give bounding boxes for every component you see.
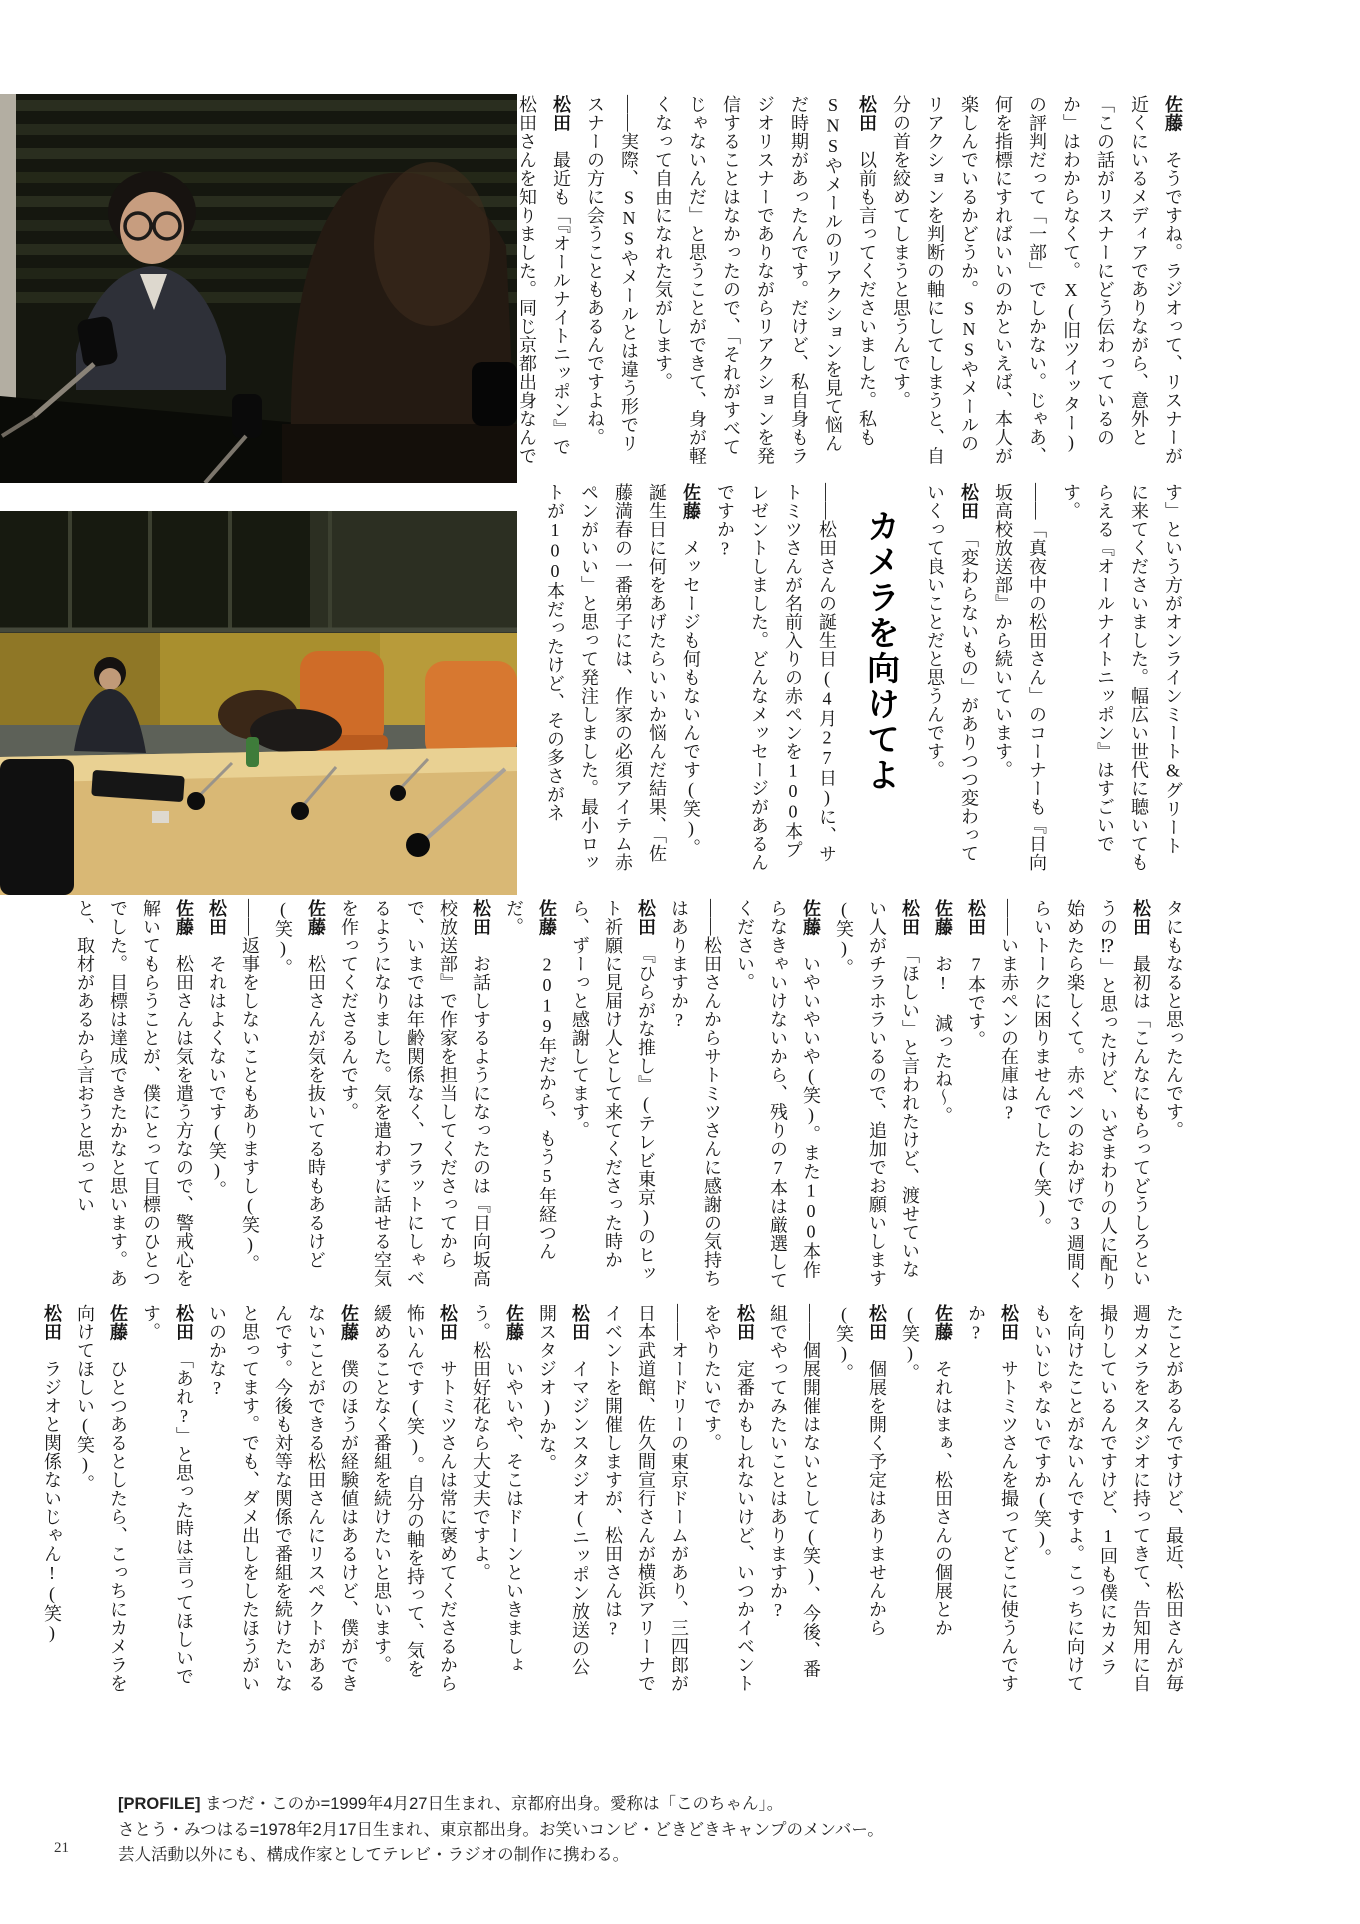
dialogue-paragraph <box>538 483 708 872</box>
speaker-name: 松田 <box>207 899 227 936</box>
dialogue-text: 以前も言ってくださいました。私もSNSやメールのリアクションを見て悩んだ時期があったんです。だけど、私自身もラジオリスナーでありながらリアクションを発信することはなかったので、「それがすべてじゃないんだ」と思うことができて、身が軽くなって自由になれた気がします。 <box>653 95 877 465</box>
dialogue-paragraph <box>761 1304 827 1694</box>
dialogue-text: 『ひらがな推し』(テレビ東京)のヒット祈願に見届け人として来てくださった時から、ずーっと感謝してます。 <box>570 899 656 1283</box>
dialogue-paragraph <box>1157 899 1190 1291</box>
profile-line-2: さとう・みつはる=1978年2月17日生まれ、東京都出身。お笑いコンビ・どきどきキャンプのメンバー。 <box>118 1820 884 1839</box>
speaker-name: 松田 <box>471 899 491 936</box>
dialogue-paragraph <box>986 483 1054 872</box>
dialogue-group <box>510 95 1190 467</box>
speaker-name: 佐藤 <box>681 483 701 520</box>
speaker-name: 松田 <box>636 899 656 936</box>
speaker-name: 佐藤 <box>504 1304 524 1341</box>
white-cup <box>152 811 169 823</box>
dialogue-paragraph <box>959 899 992 1291</box>
speaker-name: 佐藤 <box>339 1304 359 1341</box>
dialogue-paragraph <box>959 1304 1025 1694</box>
dialogue-text: お! 減ったね〜。 <box>933 936 953 1125</box>
speaker-name: 佐藤 <box>933 899 953 936</box>
speaker-name: 佐藤 <box>1163 95 1183 132</box>
dialogue-paragraph <box>365 1304 464 1694</box>
dialogue-paragraph <box>200 1304 365 1694</box>
speaker-name: 佐藤 <box>537 899 557 936</box>
dialogue-text: サトミツさんを撮ってどこに使うんですか? <box>966 1304 1019 1693</box>
dialogue-text: 僕のほうが経験値はあるけど、僕ができないことができる松田さんにリスペクトがあるんです。今後も対等な関係で番組を続けたいなと思ってます。でも、ダメ出しをしたほうがいいのかな? <box>207 1304 359 1693</box>
article-band-3 <box>75 899 1190 1291</box>
dialogue-paragraph <box>646 95 884 467</box>
dialogue-text: ――実際、SNSやメールとは違う形でリスナーの方に会うこともあるんですよね。 <box>585 95 639 453</box>
green-bottle <box>246 737 259 767</box>
dialogue-paragraph <box>68 899 200 1291</box>
profile-block <box>118 1792 884 1869</box>
dialogue-text: タにもなると思ったんです。 <box>1164 899 1184 1140</box>
dialogue-paragraph <box>596 1304 695 1694</box>
dialogue-text: サトミツさんは常に褒めてくださるから怖いんです(笑)。自分の軸を持って、気を緩めることなく番組を続けたいと思います。 <box>372 1304 458 1693</box>
dialogue-paragraph <box>926 899 959 1291</box>
dialogue-paragraph <box>1025 1304 1190 1694</box>
dialogue-text: ひとつあるとしたら、こっちにカメラを向けてほしい(笑)。 <box>75 1304 128 1693</box>
speaker-name: 佐藤 <box>108 1304 128 1341</box>
dialogue-paragraph <box>35 1304 68 1694</box>
studio-photo-top <box>0 94 517 483</box>
speaker-name: 松田 <box>174 1304 194 1341</box>
dialogue-paragraph <box>1025 899 1157 1291</box>
dialogue-paragraph <box>893 1304 959 1694</box>
dialogue-paragraph <box>884 95 1190 467</box>
dialogue-paragraph <box>266 899 332 1291</box>
section-heading: カメラを向けてよ <box>863 509 900 793</box>
dialogue-text: いやいや、そこはドーンといきましょう。松田好花なら大丈夫ですよ。 <box>471 1304 524 1674</box>
article-band-1 <box>517 95 1190 467</box>
dialogue-text: ――返事をしないこともありますし(笑)。 <box>240 899 260 1273</box>
speaker-name: 松田 <box>1131 899 1151 936</box>
speaker-name: 佐藤 <box>801 899 821 936</box>
studio-photo-top-image <box>0 94 517 483</box>
dialogue-paragraph <box>695 1304 761 1694</box>
dialogue-paragraph <box>578 95 646 467</box>
dialogue-text: ――「真夜中の松田さん」のコーナーも『日向坂高校放送部』から続いています。 <box>993 483 1047 872</box>
dialogue-paragraph <box>992 899 1025 1291</box>
dialogue-text: それはまぁ、松田さんの個展とか(笑)。 <box>900 1304 953 1637</box>
dialogue-text: ――松田さんの誕生日(4月27日)に、サトミツさんが名前入りの赤ペンを100本プレゼントしました。どんなメッセージがあるんですか? <box>715 483 837 872</box>
dialogue-text: 2019年だから、もう5年経つんだ。 <box>504 899 557 1261</box>
dialogue-text: メッセージも何もないんです(笑)。誕生日に何をあげたらいいか悩んだ結果、「佐藤満春の一番弟子には、作家の必須アイテム赤ペンがいい」と思って発注しました。最小ロットが100本だったけど、その多さがネ <box>545 483 701 872</box>
speaker-name: 松田 <box>551 95 571 132</box>
dialogue-text: す」という方がオンラインミート&グリートに来てくださいました。幅広い世代に聴いてもらえる『オールナイトニッポン』はすごいです。 <box>1061 483 1183 872</box>
studio-photo-bottom <box>0 511 517 895</box>
speaker-name: 松田 <box>570 1304 590 1341</box>
speaker-name: 佐藤 <box>306 899 326 936</box>
page-number: 21 <box>54 1840 69 1856</box>
dialogue-paragraph <box>563 899 662 1291</box>
dialogue-text: 松田さんが気を抜いてる時もあるけど(笑)。 <box>273 899 326 1269</box>
dialogue-paragraph <box>728 899 827 1291</box>
dialogue-paragraph <box>200 899 233 1291</box>
dialogue-group <box>918 483 1190 872</box>
dialogue-text: たことがあるんですけど、最近、松田さんが毎週カメラをスタジオに持ってきて、告知用に自撮りしているんですけど、1回も僕にカメラを向けたことがないんですよ。こっちに向けてもいいじゃないですか(笑)。 <box>1032 1304 1184 1693</box>
speaker-name: 松田 <box>438 1304 458 1341</box>
speaker-name: 佐藤 <box>933 1304 953 1341</box>
dialogue-paragraph <box>1054 483 1190 872</box>
dialogue-text: そうですね。ラジオって、リスナーが近くにいるメディアでありながら、意外と「この話がリスナーにどう伝わっているのか」はわからなくて。X(旧ツイッター)の評判だって「一部」でしかない。じゃあ、何を指標にすればいいのかといえば、本人が楽しんでいるかどうか。SNSやメールのリアクションを判断の軸にしてしまうと、自分の首を絞めてしまうと思うんです。 <box>891 95 1183 465</box>
speaker-name: 松田 <box>999 1304 1019 1341</box>
dialogue-paragraph <box>918 483 986 872</box>
speaker-name: 松田 <box>900 899 920 936</box>
black-chair-back <box>0 759 74 895</box>
window-reflection <box>310 511 517 631</box>
profile-line-3: 芸人活動以外にも、構成作家としてテレビ・ラジオの制作に携わる。 <box>118 1846 630 1864</box>
dialogue-paragraph <box>332 899 497 1291</box>
dialogue-paragraph <box>510 95 578 467</box>
speaker-name: 佐藤 <box>174 899 194 936</box>
speaker-name: 松田 <box>867 1304 887 1341</box>
dialogue-group <box>35 1304 1190 1694</box>
dialogue-paragraph <box>497 899 563 1291</box>
speaker-name: 松田 <box>959 483 979 520</box>
dialogue-paragraph <box>530 1304 596 1694</box>
article-band-2 <box>528 483 1190 872</box>
dialogue-text: ――個展開催はないとして(笑)、今後、番組でやってみたいことはありますか? <box>768 1304 821 1678</box>
dialogue-text: お話しするようになったのは『日向坂高校放送部』で作家を担当してくださってからで、いまでは年齢関係なく、フラットにしゃべるようになりました。気を遣わずに話せる空気を作ってくださるんです。 <box>339 899 491 1288</box>
dialogue-paragraph <box>827 1304 893 1694</box>
dialogue-paragraph <box>827 899 926 1291</box>
dialogue-text: 「あれ?」と思った時は言ってほしいです。 <box>141 1304 194 1686</box>
dialogue-paragraph <box>68 1304 134 1694</box>
dialogue-text: いやいやいや(笑)。また100本作らなきゃいけないから、残りの7本は厳選してください。 <box>735 899 821 1290</box>
dialogue-paragraph <box>708 483 844 872</box>
dialogue-paragraph <box>464 1304 530 1694</box>
speaker-name: 松田 <box>735 1304 755 1341</box>
orange-chair-right <box>425 661 517 761</box>
dialogue-paragraph <box>662 899 728 1291</box>
dialogue-group <box>538 483 844 872</box>
dialogue-text: 松田さんは気を遣う方なので、警戒心を解いてもらうことが、僕にとって目標のひとつでした。目標は達成できたかなと思います。あと、取材があるから言おうと思ってい <box>75 899 194 1288</box>
profile-line-1 <box>118 1792 884 1818</box>
dialogue-paragraph <box>233 899 266 1291</box>
dialogue-text: ――いま赤ペンの在庫は? <box>999 899 1019 1123</box>
dialogue-text: 定番かもしれないけど、いつかイベントをやりたいです。 <box>702 1304 755 1693</box>
profile-label: [PROFILE] <box>118 1795 201 1813</box>
dialogue-text: ――松田さんからサトミツさんに感謝の気持ちはありますか? <box>669 899 722 1288</box>
dialogue-text: 最近も「『オールナイトニッポン』で松田さんを知りました。同じ京都出身なんで <box>517 95 571 465</box>
dialogue-text: 「ほしい」と言われたけど、渡せていない人がチラホラいるので、追加でお願いします(笑)。 <box>834 899 920 1288</box>
dialogue-text: 最初は「こんなにもらってどうしろというの⁉」と思ったけど、いざまわりの人に配り始めたら楽しくて。赤ペンのおかげで3週間くらいトークに困りませんでした(笑)。 <box>1032 899 1151 1291</box>
dialogue-text: 7本です。 <box>966 936 986 1049</box>
yellow-wall-shaded <box>0 633 160 729</box>
article-band-4 <box>42 1304 1190 1694</box>
speaker-name: 松田 <box>966 899 986 936</box>
profile-line-1-text: まつだ・このか=1999年4月27日生まれ、京都府出身。愛称は「このちゃん」。 <box>200 1795 784 1813</box>
dialogue-text: 個展を開く予定はありませんから(笑)。 <box>834 1304 887 1637</box>
dialogue-text: 「変わらないもの」がありつつ変わっていくって良いことだと思うんです。 <box>925 483 979 863</box>
dialogue-text: ――オードリーの東京ドームがあり、三四郎が日本武道館、佐久間宣行さんが横浜アリーナでイベントを開催しますが、松田さんは? <box>603 1304 689 1693</box>
speaker-name: 松田 <box>857 95 877 132</box>
dialogue-text: ラジオと関係ないじゃん!(笑) <box>42 1341 62 1643</box>
speaker-name: 松田 <box>42 1304 62 1341</box>
dialogue-text: イマジンスタジオ(ニッポン放送の公開スタジオ)かな。 <box>537 1304 590 1676</box>
dialogue-text: それはよくないです(笑)。 <box>207 936 227 1199</box>
dialogue-group <box>68 899 1190 1291</box>
dialogue-paragraph <box>134 1304 200 1694</box>
studio-photo-bottom-image <box>0 511 517 895</box>
